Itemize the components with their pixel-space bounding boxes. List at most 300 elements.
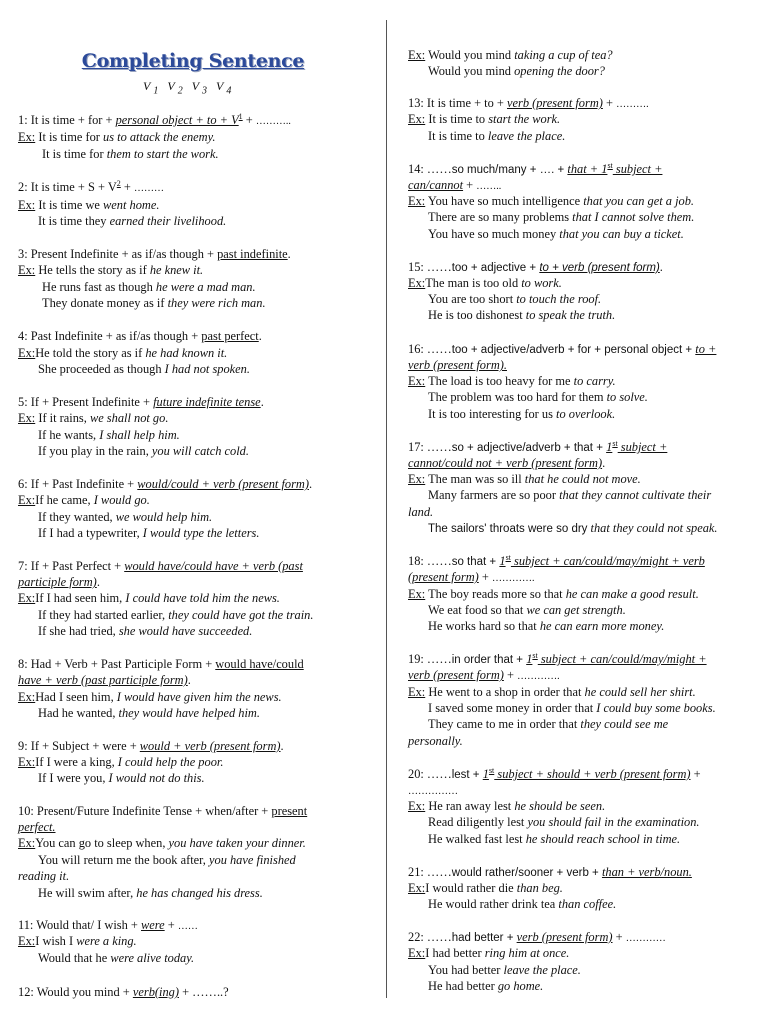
text-line [408,587,699,602]
text-line [428,603,626,618]
text-segment: Ex: [18,690,36,704]
text-line [408,554,705,570]
text-segment: they could see me [580,717,669,731]
text-segment: 21: …… [408,865,452,879]
text-line [408,734,463,749]
text-line [18,755,223,770]
text-segment: that you can get a job. [583,194,694,208]
text-line [18,985,229,1000]
text-segment: Ex: [18,934,36,948]
text-segment: I could help the poor. [117,755,224,769]
text-line [408,767,701,783]
text-line [428,308,615,323]
text-segment: . [187,673,191,687]
text-segment: Ex: [408,374,426,388]
text-segment: The man is too old [425,276,522,290]
text-segment: he knew it. [149,263,204,277]
text-segment: to solve. [606,390,648,404]
text-segment: have + verb (past participle form) [18,673,188,687]
text-line [408,48,613,63]
column-divider [386,20,387,998]
text-segment: 22: …… [408,930,452,944]
text-segment: If he wants, [38,428,100,442]
text-line [408,112,560,127]
text-line [408,374,616,389]
text-segment: The man was so ill [425,472,525,486]
text-segment: Ex: [18,198,36,212]
text-line [18,673,191,688]
text-segment: to carry. [573,374,616,388]
text-segment: + [120,180,134,194]
text-segment: Ex: [408,587,426,601]
text-line [18,247,291,262]
text-segment: past perfect [201,329,259,343]
text-segment: go home. [497,979,544,993]
text-line [18,346,227,361]
text-segment: . [659,260,663,274]
text-segment: 9: If + Subject + were + [18,739,140,753]
text-segment: 11: Would that/ I wish + [18,918,142,932]
text-line [18,575,100,590]
text-line [408,162,662,178]
text-segment: he could sell her shirt. [584,685,696,699]
text-line [18,180,164,196]
text-line [428,292,601,307]
text-segment: 1: It is time + for + [18,113,116,127]
text-segment: ring him at once. [484,946,570,960]
text-segment: Ex: [18,411,36,425]
text-segment: 10: Present/Future Indefinite Tense + when/after + [18,804,272,818]
text-segment: 15: …… [408,260,452,274]
text-segment: than beg. [516,881,563,895]
text-segment: + [242,113,256,127]
text-segment: verb (present form) [516,930,613,944]
text-line [408,456,605,471]
text-segment: You will return me the book after, [38,853,209,867]
text-segment: participle form) [18,575,97,589]
text-segment: that they could not speak. [587,521,718,535]
text-segment: I wish I [35,934,77,948]
text-line [18,836,306,851]
text-line [408,652,707,668]
text-segment: The boy reads more so that [425,587,566,601]
text-segment: If it rains, [35,411,90,425]
text-segment: 1 [606,440,613,454]
text-segment: They donate money as if [42,296,168,310]
text-segment: st [532,650,538,660]
text-segment: he were a mad man. [155,280,256,294]
text-segment: they were rich man. [167,296,266,310]
text-segment: 2 [116,178,121,188]
text-line [18,934,137,949]
text-segment: personal object + to + V [115,113,239,127]
text-line [408,96,649,112]
text-line [428,717,668,732]
text-segment: ………… [625,933,666,944]
text-line [38,444,249,459]
text-line [428,619,664,634]
text-segment: He works hard so that [428,619,540,633]
text-segment: If I had seen him, [35,591,126,605]
text-segment: subject + [612,162,663,176]
text-segment: It is time to [428,129,488,143]
text-segment: present [271,804,308,818]
text-segment: He ran away lest [425,799,515,813]
text-line [428,963,581,978]
text-line [18,739,284,754]
text-segment: we can get strength. [526,603,626,617]
text-segment: …… [177,921,198,932]
text-segment: you should fail in the examination. [527,815,700,829]
text-line [38,624,252,639]
text-line [408,930,666,946]
text-segment: The sailors' throats were so dry [428,523,588,535]
text-segment: Ex: [18,591,36,605]
text-segment: + [602,96,617,110]
text-segment: had better + [451,932,517,944]
text-segment: lest + [451,769,483,781]
text-segment: There are so many problems [428,210,573,224]
text-segment: Would you mind [428,64,515,78]
text-segment: You are too short [428,292,517,306]
text-segment: 6: If + Past Indefinite + [18,477,138,491]
text-segment: Had I seen him, [35,690,117,704]
text-segment: leave the place. [487,129,566,143]
text-segment: subject + [617,440,668,454]
text-segment: verb(ing) [132,985,179,999]
text-segment: + [164,918,178,932]
text-segment: 16: …… [408,342,452,356]
text-segment: st [488,765,495,775]
text-line [18,198,159,213]
text-segment: I saved some money in order that [428,701,597,715]
text-segment: to touch the roof. [516,292,602,306]
text-segment: If they wanted, [38,510,116,524]
text-segment: to overlook. [556,407,616,421]
text-segment: He told the story as if [35,346,146,360]
text-segment: too + adjective/adverb + for + personal object + [451,344,696,356]
text-segment: in order that + [451,654,527,666]
text-segment: can/cannot [408,178,464,192]
text-segment: Many farmers are so poor [428,488,560,502]
text-segment: . [287,247,291,261]
text-line [428,832,680,847]
text-segment: If he came, [35,493,94,507]
text-segment: leave the place. [503,963,581,977]
text-segment: Ex: [18,263,36,277]
text-segment: It is time they [38,214,110,228]
text-line [408,570,534,586]
text-line [18,690,282,705]
text-segment: verb (present form) [507,96,603,110]
page-title: Completing Sentence [81,50,305,72]
text-line [38,526,259,541]
text-line [408,342,716,358]
text-segment: he should be seen. [514,799,606,813]
text-segment: . [258,329,262,343]
text-line [428,407,615,422]
text-segment: The load is too heavy for me [425,374,574,388]
text-segment: would + verb (present form) [139,739,281,753]
text-segment: he should reach school in time. [525,832,681,846]
text-segment: that + 1 [567,162,608,176]
text-segment: subject + should + verb (present form) [494,767,691,781]
text-segment: He will swim after, [38,886,137,900]
text-segment: Ex: [408,48,426,62]
text-line [408,260,663,276]
text-line [428,521,718,537]
text-segment: verb (present form) [408,668,504,682]
text-line [18,329,262,344]
text-segment: I had not spoken. [164,362,250,376]
text-segment: I would type the letters. [142,526,260,540]
text-segment: them to start the work. [106,147,219,161]
text-segment: 19: …… [408,652,452,666]
text-segment: so much/many + …. + [451,164,568,176]
text-segment: She proceeded as though [38,362,165,376]
text-line [408,358,507,373]
text-segment: that they cannot cultivate their [559,488,712,502]
text-segment: He tells the story as if [35,263,150,277]
text-segment: You have so much money [428,227,560,241]
text-segment: Ex: [408,799,426,813]
text-segment: + [690,767,701,781]
text-segment: Ex: [408,276,426,290]
text-line [38,362,250,377]
text-segment: Ex: [408,112,426,126]
text-segment: that you can buy a ticket. [559,227,684,241]
text-segment: Ex: [408,881,426,895]
text-segment: future indefinite tense [153,395,261,409]
text-segment: It is time we [35,198,104,212]
text-segment: would have/could [215,657,304,671]
text-line [428,488,711,503]
text-segment: 8: Had + Verb + Past Participle Form + [18,657,216,671]
text-line [38,853,296,868]
text-line [18,411,168,426]
text-segment: opening the door? [514,64,605,78]
text-segment: to + verb (present form) [539,262,660,274]
text-segment: . [602,456,606,470]
text-segment: would rather/sooner + verb + [451,867,602,879]
text-line [38,886,263,901]
text-segment: reading it. [18,869,70,883]
text-line [408,865,692,881]
text-segment: would have/could have + verb (past [124,559,303,573]
text-segment: 12: Would you mind + [18,985,133,999]
text-segment: If I were you, [38,771,109,785]
text-segment: 14: …… [408,162,452,176]
text-segment: you will catch cold. [151,444,249,458]
text-segment: It is time for [42,147,107,161]
text-segment: 3: Present Indefinite + as if/as though + [18,247,218,261]
text-segment: so + adjective/adverb + that + [451,442,607,454]
text-segment: ……… [133,183,164,194]
text-segment: Read diligently lest [428,815,528,829]
text-segment: …………… [408,786,458,797]
text-segment: 17: …… [408,440,452,454]
text-segment: perfect. [18,820,56,834]
text-segment: start the work. [488,112,561,126]
text-line [408,505,433,520]
text-segment: 13: It is time + to + [408,96,507,110]
text-segment: Would that he [38,951,111,965]
text-segment: He would rather drink tea [428,897,559,911]
text-segment: I shall help him. [99,428,180,442]
text-segment: They came to me in order that [428,717,581,731]
text-line [408,783,458,799]
text-segment: to speak the truth. [525,308,616,322]
text-line [18,477,312,492]
text-segment: If they had started earlier, [38,608,169,622]
text-line [408,799,605,814]
text-line [408,178,501,194]
text-segment: Ex: [408,685,426,699]
text-segment: …………. [517,671,560,682]
text-segment: 7: If + Past Perfect + [18,559,125,573]
text-segment: st [612,438,618,448]
text-line [18,493,150,508]
text-segment: 4: Past Indefinite + as if/as though + [18,329,202,343]
text-segment: Ex: [18,493,36,507]
text-segment: he has changed his dress. [136,886,263,900]
text-segment: Ex: [18,130,36,144]
text-segment: If I had a typewriter, [38,526,143,540]
text-segment: that he could not move. [524,472,641,486]
text-line [38,951,194,966]
text-segment: he can make a good result. [565,587,699,601]
text-segment: . [260,395,264,409]
text-line [428,227,684,242]
text-segment: If you play in the rain, [38,444,152,458]
text-segment: would/could + verb (present form) [137,477,309,491]
text-segment: It is time for [35,130,104,144]
text-segment: she would have succeeded. [118,624,253,638]
text-segment: 2: It is time + S + V [18,180,117,194]
text-line [18,395,264,410]
text-segment: Ex: [408,194,426,208]
text-segment: Ex: [408,946,426,960]
text-line [428,129,565,144]
text-line [18,918,198,934]
text-line [18,113,291,129]
text-segment: they would have helped him. [118,706,260,720]
text-segment: personally. [408,734,463,748]
text-line [38,510,212,525]
text-segment: than coffee. [558,897,617,911]
text-segment: so that + [451,556,500,568]
text-segment: 1 [482,767,489,781]
text-segment: . [280,739,284,753]
text-line [18,820,56,835]
text-line [428,64,605,79]
text-segment: + ……..? [178,985,229,999]
text-segment: 18: …… [408,554,452,568]
text-line [18,130,216,145]
text-segment: he had known it. [145,346,228,360]
text-segment: . [309,477,313,491]
text-segment: were alive today. [110,951,195,965]
text-segment: Would you mind [425,48,515,62]
text-segment: I could have told him the news. [125,591,280,605]
text-segment: + [503,668,518,682]
text-segment: they could have got the train. [168,608,314,622]
text-segment: You had better [428,963,504,977]
text-line [428,701,716,716]
text-segment: I would not do this. [108,771,205,785]
text-segment: verb (present form). [408,358,507,372]
text-segment: + [612,930,626,944]
text-segment: too + adjective + [451,262,540,274]
text-segment: 1 [526,652,533,666]
text-segment: he can earn more money. [539,619,665,633]
text-segment: subject + can/could/may/might + verb [510,554,705,568]
text-segment: He runs fast as though [42,280,156,294]
text-segment: He is too dishonest [428,308,526,322]
text-line [38,706,260,721]
text-segment: were a king. [76,934,137,948]
text-line [38,608,313,623]
text-segment: I would go. [93,493,150,507]
text-segment: If I were a king, [35,755,118,769]
text-segment: ………. [616,99,649,110]
text-line [18,591,280,606]
text-segment: cannot/could not + verb (present form) [408,456,603,470]
text-line [38,428,180,443]
text-line [408,881,563,896]
text-segment: you have taken your dinner. [168,836,306,850]
text-segment: st [505,552,511,562]
text-line [42,147,219,162]
text-segment: He went to a shop in order that [425,685,585,699]
text-segment: Ex: [408,472,426,486]
text-line [408,440,667,456]
text-line [18,559,303,574]
text-segment: we would help him. [115,510,213,524]
text-segment: 1 [238,111,243,121]
text-segment: 1 [499,554,506,568]
text-segment: It is too interesting for us [428,407,557,421]
text-segment: We eat food so that [428,603,527,617]
text-segment: He walked fast lest [428,832,526,846]
text-line [18,804,307,819]
text-segment: st [607,160,613,170]
text-line [18,869,69,884]
text-segment: to work. [521,276,562,290]
text-line [428,979,543,994]
text-segment: Had he wanted, [38,706,119,720]
text-line [408,194,694,209]
text-segment: (present form) [408,570,479,584]
text-segment: . [96,575,100,589]
text-segment: to + [695,342,717,356]
text-segment: It is time to [425,112,489,126]
verb-forms-label: $V_1$ $V_2$ $V_3$ $V_4$ [143,79,235,97]
text-segment: taking a cup of tea? [514,48,613,62]
text-line [42,280,256,295]
text-line [428,210,694,225]
text-line [18,263,203,278]
text-line [42,296,266,311]
text-segment: than + verb/noun. [601,865,692,879]
text-line [408,276,562,291]
text-segment: past indefinite [217,247,288,261]
text-segment: You can go to sleep when, [35,836,169,850]
text-line [408,685,696,700]
text-segment: us to attack the enemy. [103,130,216,144]
text-segment: land. [408,505,434,519]
text-segment: subject + can/could/may/might + [537,652,707,666]
